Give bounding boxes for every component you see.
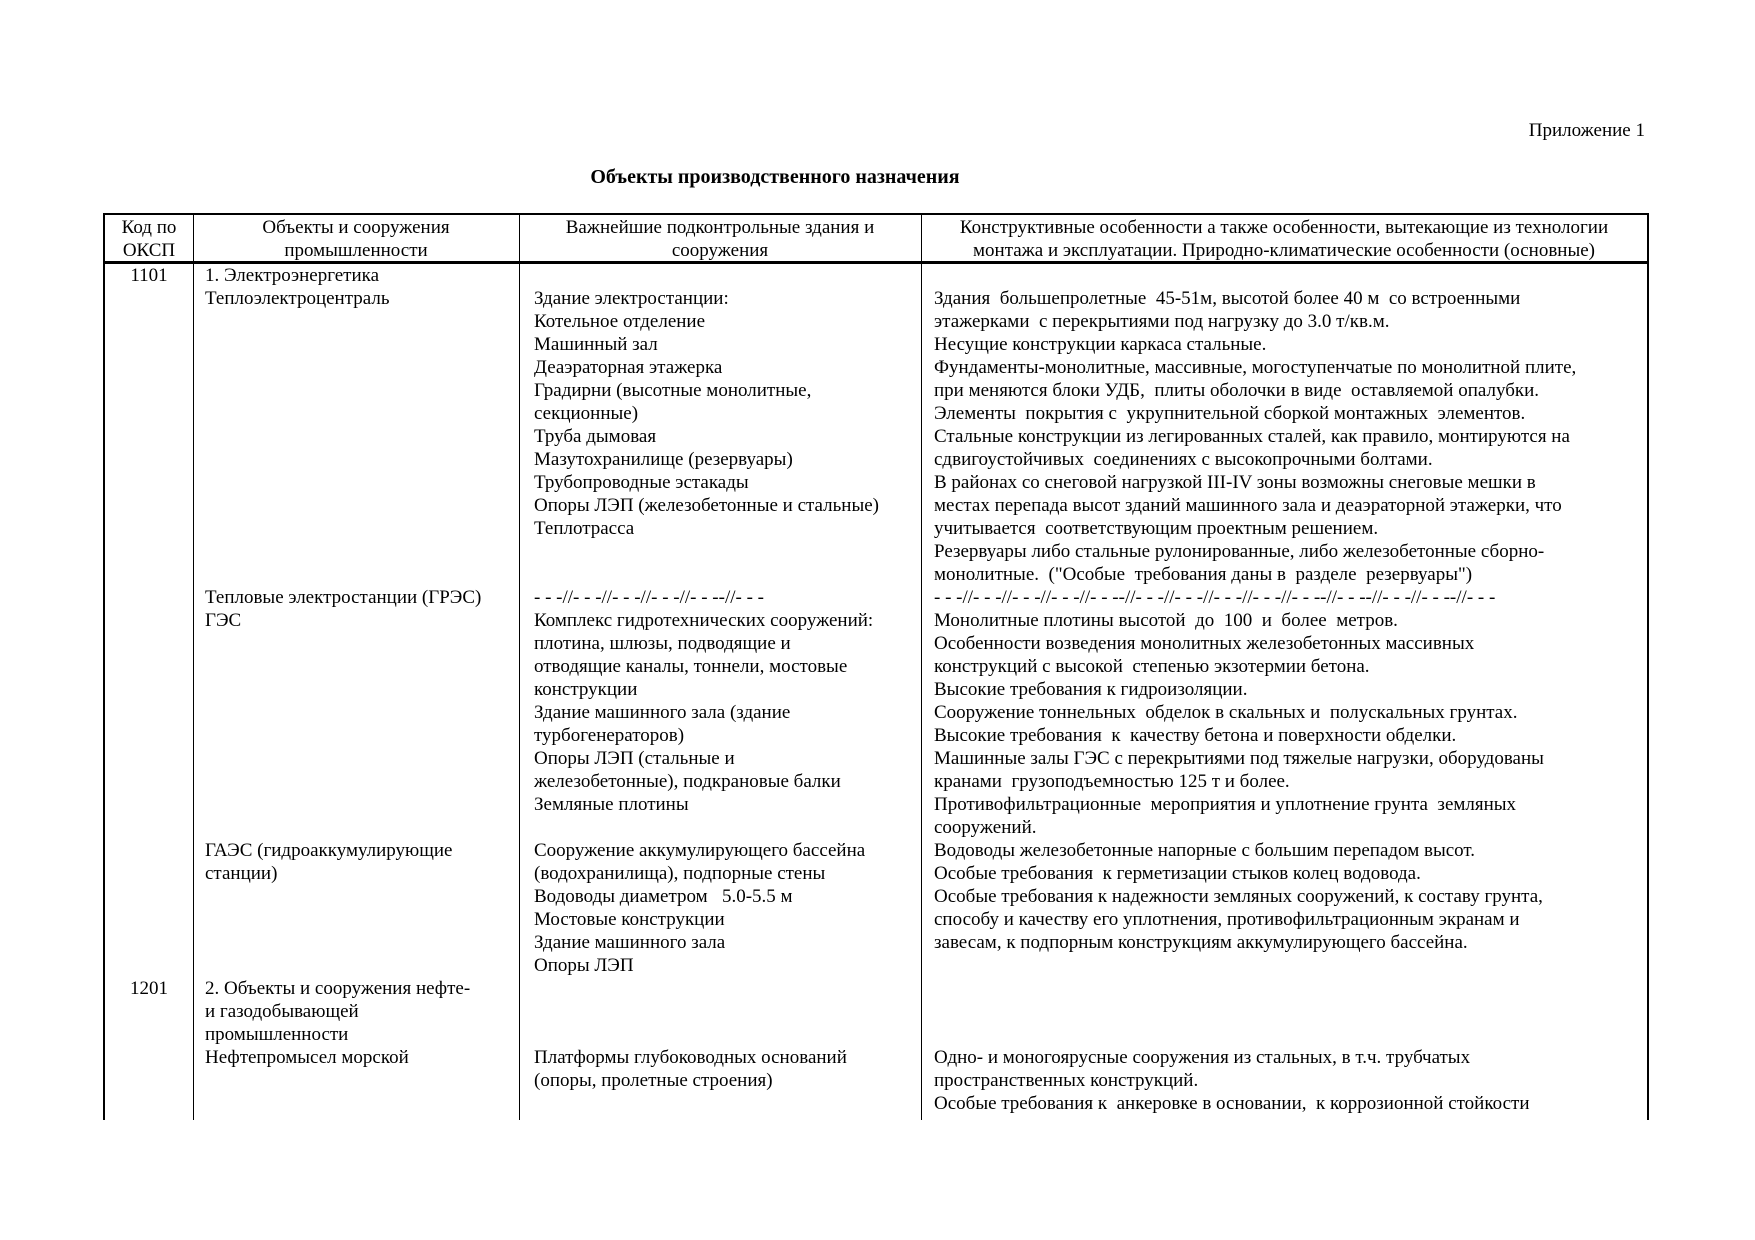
text-line: сооружений. [934, 817, 1037, 838]
text-line: секционные) [534, 403, 639, 424]
code-cell [105, 977, 193, 1000]
text-line: (водохранилища), подпорные стены [534, 863, 826, 884]
object-cell [205, 287, 525, 310]
object-cell [205, 839, 525, 885]
text-line: пространственных конструкций. [934, 1070, 1199, 1091]
header-buildings: Важнейшие подконтрольные здания и сооружения [565, 217, 875, 261]
text-line: местах перепада высот зданий машинного зала и деаэраторной этажерки, что [934, 495, 1562, 516]
text-line: Противофильтрационные мероприятия и уплотнение грунта земляных [934, 794, 1517, 815]
text-line: Опоры ЛЭП (стальные и [534, 748, 735, 769]
text-line: Здание машинного зала [534, 932, 726, 953]
text-line: Высокие требования к гидроизоляции. [934, 679, 1248, 700]
text-line: конструкций с высокой степенью экзотермии бетона. [934, 656, 1370, 677]
text-line: В районах со снеговой нагрузкой III-IV зоны возможны снеговые мешки в [934, 472, 1536, 493]
text-line: - - -//- - -//- - -//- - -//- - --//- - - [534, 587, 765, 608]
text-line: кранами грузоподъемностью 125 т и более. [934, 771, 1290, 792]
header-objects: Объекты и сооружения промышленности [262, 217, 450, 261]
text-line: 1. Электроэнергетика [205, 265, 380, 286]
text-line: Фундаменты-монолитные, массивные, могоступенчатые по монолитной плите, [934, 357, 1577, 378]
text-line: Тепловые электростанции (ГРЭС) [205, 587, 482, 608]
text-line: Элементы покрытия с укрупнительной сборкой монтажных элементов. [934, 403, 1526, 424]
text-line: ГАЭС (гидроаккумулирующие [205, 840, 453, 861]
text-line: Мостовые конструкции [534, 909, 725, 930]
text-line: Высокие требования к качеству бетона и поверхности обделки. [934, 725, 1457, 746]
text-line: Комплекс гидротехнических сооружений: [534, 610, 874, 631]
text-line: Особые требования к анкеровке в основании, к коррозионной стойкости [934, 1093, 1530, 1114]
building-cell [534, 586, 924, 816]
text-line: Резервуары либо стальные рулонированные, либо железобетонные сборно- [934, 541, 1545, 562]
header-features: Конструктивные особенности а также особенности, вытекающие из технологии монтажа и эксплуатации. Природно-климатические особенности (основные) [959, 217, 1609, 261]
text-line: монолитные. ("Особые требования даны в разделе резервуары") [934, 564, 1473, 585]
text-line: Трубопроводные эстакады [534, 472, 749, 493]
text-line: Одно- и моногоярусные сооружения из стальных, в т.ч. трубчатых [934, 1047, 1471, 1068]
column-divider [193, 213, 194, 1120]
text-line: ГЭС [205, 610, 242, 631]
objects-table [103, 213, 1649, 1120]
building-cell [534, 287, 924, 540]
text-line: Стальные конструкции из легированных сталей, как правило, монтируются на [934, 426, 1570, 447]
text-line: Машинные залы ГЭС с перекрытиями под тяжелые нагрузки, оборудованы [934, 748, 1544, 769]
object-cell [205, 586, 525, 632]
text-line: железобетонные), подкрановые балки [534, 771, 841, 792]
text-line: завесам, к подпорным конструкциям аккумулирующего бассейна. [934, 932, 1468, 953]
text-line: Труба дымовая [534, 426, 657, 447]
text-line: Опоры ЛЭП [534, 955, 634, 976]
text-line: 1101 [130, 265, 168, 286]
text-line: Сооружение аккумулирующего бассейна [534, 840, 866, 861]
text-line: Котельное отделение [534, 311, 706, 332]
text-line: Опоры ЛЭП (железобетонные и стальные) [534, 495, 879, 516]
text-line: Градирни (высотные монолитные, [534, 380, 812, 401]
text-line: (опоры, пролетные строения) [534, 1070, 773, 1091]
text-line: Особенности возведения монолитных железобетонных массивных [934, 633, 1475, 654]
text-line: Монолитные плотины высотой до 100 и более метров. [934, 610, 1398, 631]
text-line: Здание машинного зала (здание [534, 702, 791, 723]
building-cell [534, 1046, 924, 1092]
building-cell [534, 839, 924, 977]
object-cell [205, 264, 525, 287]
text-line: Мазутохранилище (резервуары) [534, 449, 793, 470]
code-cell [105, 264, 193, 287]
text-line: Особые требования к надежности земляных сооружений, к составу грунта, [934, 886, 1543, 907]
text-line: станции) [205, 863, 278, 884]
text-line: 1201 [130, 978, 168, 999]
text-line: - - -//- - -//- - -//- - -//- - --//- - -//- - -//- - -//- - -//- - --//- - --//- - -//- - --//- - - [934, 587, 1496, 608]
text-line: Здание электростанции: [534, 288, 729, 309]
document-title: Объекты производственного назначения [590, 166, 960, 188]
text-line: учитывается соответствующим проектным решением. [934, 518, 1379, 539]
text-line: Платформы глубоководных оснований [534, 1047, 847, 1068]
text-line: при меняются блоки УДБ, плиты оболочки в виде оставляемой опалубки. [934, 380, 1540, 401]
text-line: Водоводы железобетонные напорные с большим перепадом высот. [934, 840, 1476, 861]
text-line: Машинный зал [534, 334, 658, 355]
text-line: отводящие каналы, тоннели, мостовые [534, 656, 848, 677]
text-line: Здания большепролетные 45-51м, высотой более 40 м со встроенными [934, 288, 1521, 309]
appendix-label: Приложение 1 [1528, 120, 1645, 141]
text-line: Земляные плотины [534, 794, 689, 815]
text-line: этажерками с перекрытиями под нагрузку до 3.0 т/кв.м. [934, 311, 1390, 332]
text-line: Водоводы диаметром 5.0-5.5 м [534, 886, 793, 907]
text-line: и газодобывающей [205, 1001, 359, 1022]
feature-cell [934, 1046, 1644, 1115]
text-line: способу и качеству его уплотнения, противофильтрационным экранам и [934, 909, 1520, 930]
text-line: плотина, шлюзы, подводящие и [534, 633, 791, 654]
text-line: конструкции [534, 679, 638, 700]
text-line: Несущие конструкции каркаса стальные. [934, 334, 1267, 355]
text-line: 2. Объекты и сооружения нефте- [205, 978, 471, 999]
text-line: Деаэраторная этажерка [534, 357, 723, 378]
text-line: сдвигоустойчивых соединениях с высокопрочными болтами. [934, 449, 1433, 470]
text-line: Теплотрасса [534, 518, 635, 539]
table-header [105, 213, 1647, 264]
text-line: промышленности [205, 1024, 349, 1045]
text-line: Теплоэлектроцентраль [205, 288, 390, 309]
object-cell [205, 977, 525, 1069]
feature-cell [934, 287, 1644, 954]
text-line: Особые требования к герметизации стыков колец водовода. [934, 863, 1421, 884]
text-line: Сооружение тоннельных обделок в скальных и полускальных грунтах. [934, 702, 1518, 723]
header-code: Код по ОКСП [121, 217, 177, 261]
text-line: Нефтепромысел морской [205, 1047, 409, 1068]
text-line: турбогенераторов) [534, 725, 685, 746]
